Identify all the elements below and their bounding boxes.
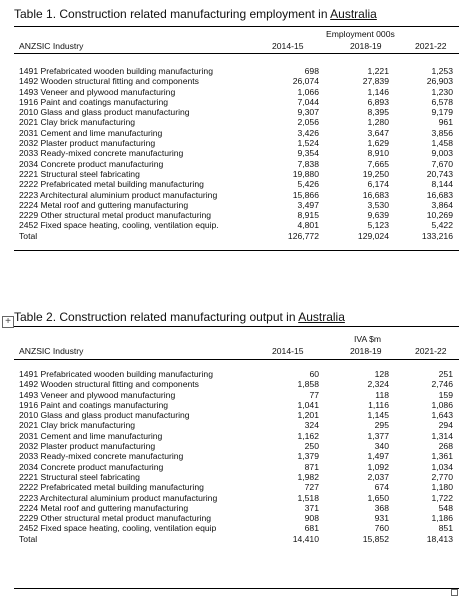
value-cell-2018-19: 8,910 bbox=[367, 148, 389, 159]
table-row bbox=[14, 462, 459, 472]
industry-cell: 2223 Architectural aluminium product manufacturing bbox=[19, 189, 218, 200]
industry-cell: 2452 Fixed space heating, cooling, ventilation equip bbox=[19, 523, 217, 534]
value-cell-2018-19: 1,650 bbox=[367, 492, 389, 503]
industry-cell: 2221 Structural steel fabricating bbox=[19, 168, 140, 179]
value-cell-2014-15: 3,497 bbox=[297, 199, 319, 210]
value-cell-2014-15: 3,426 bbox=[297, 127, 319, 138]
industry-cell: Total bbox=[19, 230, 38, 241]
total-row bbox=[14, 534, 459, 544]
table1-year-header-3: 2021-22 bbox=[415, 41, 447, 51]
industry-cell: 2033 Ready-mixed concrete manufacturing bbox=[19, 451, 184, 462]
table-row bbox=[14, 97, 459, 107]
value-cell-2018-19: 368 bbox=[374, 502, 389, 513]
table-row bbox=[14, 87, 459, 97]
industry-cell: 2021 Clay brick manufacturing bbox=[19, 420, 136, 431]
value-cell-2018-19: 118 bbox=[375, 389, 389, 400]
value-cell-2021-22: 1,186 bbox=[431, 513, 453, 524]
value-cell-2021-22: 159 bbox=[438, 389, 453, 400]
value-cell-2021-22: 1,458 bbox=[431, 138, 453, 149]
table-row bbox=[14, 513, 459, 523]
value-cell-2018-19: 5,123 bbox=[367, 220, 389, 231]
value-cell-2014-15: 7,838 bbox=[297, 158, 319, 169]
value-cell-2018-19: 129,024 bbox=[357, 230, 389, 241]
value-cell-2021-22: 18,413 bbox=[426, 533, 453, 544]
industry-cell: 1916 Paint and coatings manufacturing bbox=[19, 399, 169, 410]
value-cell-2021-22: 20,743 bbox=[426, 168, 453, 179]
industry-cell: 1916 Paint and coatings manufacturing bbox=[19, 96, 169, 107]
value-cell-2014-15: 1,982 bbox=[297, 471, 319, 482]
value-cell-2018-19: 1,497 bbox=[367, 451, 389, 462]
industry-cell: 2032 Plaster product manufacturing bbox=[19, 138, 156, 149]
value-cell-2021-22: 1,361 bbox=[431, 451, 453, 462]
table-row bbox=[14, 379, 459, 389]
value-cell-2018-19: 340 bbox=[374, 441, 389, 452]
table-row bbox=[14, 128, 459, 138]
table-row bbox=[14, 400, 459, 410]
table-row bbox=[14, 138, 459, 148]
table-row bbox=[14, 117, 459, 127]
industry-cell: 2010 Glass and glass product manufacturing bbox=[19, 107, 190, 118]
industry-cell: 2032 Plaster product manufacturing bbox=[19, 441, 156, 452]
value-cell-2021-22: 9,179 bbox=[431, 107, 453, 118]
table-row bbox=[14, 66, 459, 76]
table-row bbox=[14, 410, 459, 420]
industry-cell: 1493 Veneer and plywood manufacturing bbox=[19, 86, 176, 97]
table1-header-rule bbox=[14, 53, 459, 54]
industry-cell: 1491 Prefabricated wooden building manufacturing bbox=[19, 66, 213, 76]
value-cell-2021-22: 2,746 bbox=[431, 379, 453, 390]
table2-caption-link[interactable]: Australia bbox=[298, 310, 345, 324]
value-cell-2018-19: 1,092 bbox=[367, 461, 389, 472]
industry-cell: 2222 Prefabricated metal building manufacturing bbox=[19, 179, 204, 190]
table2-year-header-3: 2021-22 bbox=[415, 346, 447, 356]
value-cell-2018-19: 16,683 bbox=[362, 189, 389, 200]
value-cell-2014-15: 1,041 bbox=[297, 399, 319, 410]
industry-cell: 2031 Cement and lime manufacturing bbox=[19, 430, 163, 441]
industry-cell: 2033 Ready-mixed concrete manufacturing bbox=[19, 148, 184, 159]
value-cell-2014-15: 15,866 bbox=[292, 189, 319, 200]
value-cell-2014-15: 5,426 bbox=[297, 179, 319, 190]
value-cell-2021-22: 3,856 bbox=[431, 127, 453, 138]
table-row bbox=[14, 451, 459, 461]
value-cell-2021-22: 961 bbox=[438, 117, 453, 128]
value-cell-2018-19: 1,146 bbox=[367, 86, 389, 97]
value-cell-2021-22: 6,578 bbox=[431, 96, 453, 107]
value-cell-2014-15: 8,915 bbox=[297, 210, 319, 221]
value-cell-2014-15: 2,056 bbox=[297, 117, 319, 128]
value-cell-2021-22: 2,770 bbox=[431, 471, 453, 482]
industry-cell: 2034 Concrete product manufacturing bbox=[19, 158, 164, 169]
industry-cell: 2452 Fixed space heating, cooling, ventilation equip. bbox=[19, 220, 219, 231]
value-cell-2018-19: 1,280 bbox=[367, 117, 389, 128]
value-cell-2018-19: 295 bbox=[374, 420, 389, 431]
value-cell-2018-19: 27,839 bbox=[362, 76, 389, 87]
value-cell-2014-15: 324 bbox=[304, 420, 319, 431]
table2-bottom-rule bbox=[14, 588, 459, 589]
industry-cell: 2229 Other structural metal product manufacturing bbox=[19, 210, 212, 221]
value-cell-2021-22: 10,269 bbox=[426, 210, 453, 221]
resize-handle-icon[interactable] bbox=[451, 589, 458, 596]
value-cell-2014-15: 26,074 bbox=[292, 76, 319, 87]
industry-cell: 2229 Other structural metal product manufacturing bbox=[19, 513, 212, 524]
value-cell-2021-22: 1,230 bbox=[431, 86, 453, 97]
industry-cell: Total bbox=[19, 533, 38, 544]
move-handle-icon[interactable]: + bbox=[2, 316, 14, 328]
table2-rows bbox=[14, 369, 459, 544]
value-cell-2014-15: 727 bbox=[304, 482, 319, 493]
table1-rows bbox=[14, 66, 459, 241]
industry-cell: 2222 Prefabricated metal building manufacturing bbox=[19, 482, 204, 493]
industry-cell: 2034 Concrete product manufacturing bbox=[19, 461, 164, 472]
industry-cell: 2021 Clay brick manufacturing bbox=[19, 117, 136, 128]
table-row bbox=[14, 369, 459, 379]
table2-year-header-2: 2018-19 bbox=[350, 346, 382, 356]
value-cell-2018-19: 6,174 bbox=[367, 179, 389, 190]
value-cell-2021-22: 294 bbox=[438, 420, 453, 431]
table-row bbox=[14, 179, 459, 189]
total-row bbox=[14, 231, 459, 241]
value-cell-2018-19: 15,852 bbox=[362, 533, 389, 544]
value-cell-2021-22: 7,670 bbox=[431, 158, 453, 169]
value-cell-2018-19: 19,250 bbox=[362, 168, 389, 179]
value-cell-2014-15: 1,518 bbox=[297, 492, 319, 503]
value-cell-2014-15: 1,162 bbox=[297, 430, 319, 441]
industry-cell: 1492 Wooden structural fitting and components bbox=[19, 379, 199, 390]
table-row bbox=[14, 169, 459, 179]
value-cell-2014-15: 250 bbox=[304, 441, 319, 452]
table-row bbox=[14, 76, 459, 86]
table-row bbox=[14, 503, 459, 513]
industry-cell: 2224 Metal roof and guttering manufacturing bbox=[19, 199, 189, 210]
value-cell-2014-15: 1,524 bbox=[297, 138, 319, 149]
value-cell-2018-19: 1,221 bbox=[367, 66, 389, 76]
value-cell-2021-22: 1,722 bbox=[431, 492, 453, 503]
value-cell-2021-22: 16,683 bbox=[426, 189, 453, 200]
table1-caption-link[interactable]: Australia bbox=[330, 7, 377, 21]
table-row bbox=[14, 210, 459, 220]
value-cell-2018-19: 674 bbox=[374, 482, 389, 493]
table2-header-rule bbox=[14, 359, 459, 360]
value-cell-2018-19: 1,629 bbox=[367, 138, 389, 149]
industry-cell: 2031 Cement and lime manufacturing bbox=[19, 127, 163, 138]
value-cell-2021-22: 851 bbox=[438, 523, 453, 534]
table-row bbox=[14, 200, 459, 210]
table2-year-header-1: 2014-15 bbox=[272, 346, 304, 356]
table-row bbox=[14, 493, 459, 503]
value-cell-2014-15: 60 bbox=[309, 369, 319, 379]
industry-cell: 2223 Architectural aluminium product manufacturing bbox=[19, 492, 218, 503]
value-cell-2021-22: 1,253 bbox=[431, 66, 453, 76]
value-cell-2014-15: 908 bbox=[304, 513, 319, 524]
value-cell-2018-19: 1,377 bbox=[367, 430, 389, 441]
table1-year-header-2: 2018-19 bbox=[350, 41, 382, 51]
value-cell-2021-22: 1,034 bbox=[431, 461, 453, 472]
industry-cell: 2010 Glass and glass product manufacturing bbox=[19, 410, 190, 421]
table-row bbox=[14, 220, 459, 230]
value-cell-2014-15: 9,354 bbox=[297, 148, 319, 159]
table-row bbox=[14, 472, 459, 482]
value-cell-2021-22: 9,003 bbox=[431, 148, 453, 159]
value-cell-2021-22: 26,903 bbox=[426, 76, 453, 87]
value-cell-2021-22: 3,864 bbox=[431, 199, 453, 210]
value-cell-2018-19: 128 bbox=[374, 369, 389, 379]
table2-caption: Table 2. Construction related manufacturing output in Australia bbox=[14, 310, 345, 324]
value-cell-2021-22: 5,422 bbox=[431, 220, 453, 231]
industry-cell: 1492 Wooden structural fitting and components bbox=[19, 76, 199, 87]
value-cell-2014-15: 1,201 bbox=[297, 410, 319, 421]
value-cell-2018-19: 8,395 bbox=[367, 107, 389, 118]
value-cell-2014-15: 698 bbox=[304, 66, 319, 76]
industry-cell: 1493 Veneer and plywood manufacturing bbox=[19, 389, 176, 400]
table-row bbox=[14, 148, 459, 158]
table1-year-header-1: 2014-15 bbox=[272, 41, 304, 51]
value-cell-2014-15: 371 bbox=[304, 502, 319, 513]
table1-caption: Table 1. Construction related manufacturing employment in Australia bbox=[14, 7, 377, 21]
value-cell-2018-19: 931 bbox=[374, 513, 389, 524]
table-row bbox=[14, 420, 459, 430]
table1-industry-header: ANZSIC Industry bbox=[19, 41, 84, 51]
table2-group-header: IVA $m bbox=[354, 334, 382, 344]
table-row bbox=[14, 441, 459, 451]
value-cell-2021-22: 251 bbox=[438, 369, 453, 379]
value-cell-2014-15: 19,880 bbox=[292, 168, 319, 179]
value-cell-2014-15: 126,772 bbox=[287, 230, 319, 241]
value-cell-2014-15: 1,858 bbox=[297, 379, 319, 390]
value-cell-2018-19: 1,145 bbox=[367, 410, 389, 421]
value-cell-2021-22: 133,216 bbox=[421, 230, 453, 241]
table2-industry-header: ANZSIC Industry bbox=[19, 346, 84, 356]
value-cell-2021-22: 1,314 bbox=[431, 430, 453, 441]
value-cell-2021-22: 1,180 bbox=[431, 482, 453, 493]
industry-cell: 2224 Metal roof and guttering manufacturing bbox=[19, 502, 189, 513]
value-cell-2014-15: 681 bbox=[304, 523, 319, 534]
table-row bbox=[14, 482, 459, 492]
table-row bbox=[14, 523, 459, 533]
value-cell-2018-19: 6,893 bbox=[367, 96, 389, 107]
value-cell-2021-22: 548 bbox=[438, 502, 453, 513]
value-cell-2014-15: 1,066 bbox=[297, 86, 319, 97]
value-cell-2018-19: 3,647 bbox=[367, 127, 389, 138]
value-cell-2018-19: 7,665 bbox=[367, 158, 389, 169]
value-cell-2018-19: 3,530 bbox=[367, 199, 389, 210]
table-row bbox=[14, 107, 459, 117]
table1-top-rule bbox=[14, 26, 459, 27]
value-cell-2014-15: 9,307 bbox=[297, 107, 319, 118]
value-cell-2014-15: 7,044 bbox=[297, 96, 319, 107]
value-cell-2018-19: 1,116 bbox=[368, 399, 389, 410]
table-row bbox=[14, 190, 459, 200]
value-cell-2014-15: 1,379 bbox=[297, 451, 319, 462]
table1-bottom-rule bbox=[14, 250, 459, 251]
value-cell-2021-22: 8,144 bbox=[431, 179, 453, 190]
value-cell-2021-22: 1,086 bbox=[431, 399, 453, 410]
industry-cell: 1491 Prefabricated wooden building manufacturing bbox=[19, 369, 213, 379]
table-row bbox=[14, 431, 459, 441]
table-row bbox=[14, 390, 459, 400]
value-cell-2018-19: 2,037 bbox=[367, 471, 389, 482]
value-cell-2018-19: 9,639 bbox=[367, 210, 389, 221]
table1-group-header: Employment 000s bbox=[326, 29, 395, 39]
value-cell-2018-19: 2,324 bbox=[367, 379, 389, 390]
value-cell-2021-22: 268 bbox=[438, 441, 453, 452]
value-cell-2014-15: 77 bbox=[309, 389, 319, 400]
value-cell-2014-15: 14,410 bbox=[292, 533, 319, 544]
value-cell-2021-22: 1,643 bbox=[431, 410, 453, 421]
table-row bbox=[14, 159, 459, 169]
value-cell-2018-19: 760 bbox=[374, 523, 389, 534]
value-cell-2014-15: 871 bbox=[304, 461, 319, 472]
value-cell-2014-15: 4,801 bbox=[297, 220, 319, 231]
table2-top-rule bbox=[14, 326, 459, 327]
industry-cell: 2221 Structural steel fabricating bbox=[19, 471, 140, 482]
